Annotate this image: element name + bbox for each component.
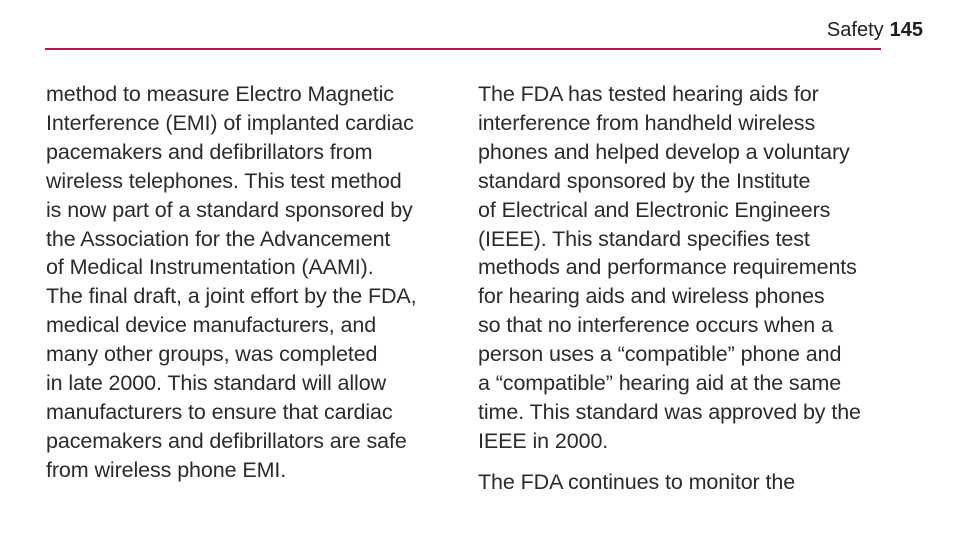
section-label: Safety <box>826 19 884 41</box>
header-rule <box>45 48 881 50</box>
header-text <box>827 19 923 42</box>
right-column <box>478 80 888 497</box>
left-column <box>46 80 446 485</box>
page-header <box>45 18 923 50</box>
page-number: 145 <box>889 19 923 41</box>
right-paragraph-1: The FDA has tested hearing aids for interference from handheld wireless phones and helped develop a voluntary standard sponsored by the Institute of Electrical and Electronic Engineers (IEEE). This standard specifies test methods and performance requirements for hearing aids and wireless phones so that no interference occurs when a person uses a “compatible” phone and a “compatible” hearing aid at the same time. This standard was approved by the IEEE in 2000. <box>478 82 861 453</box>
right-paragraph-2: The FDA continues to monitor the <box>478 469 796 494</box>
left-paragraph-1: method to measure Electro Magnetic Interference (EMI) of implanted cardiac pacemakers and defibrillators from wireless telephones. This test method is now part of a standard sponsored by the Association for the Advancement of Medical Instrumentation (AAMI). The final draft, a joint effort by the FDA, medical device manufacturers, and many other groups, was completed in late 2000. This standard will allow manufacturers to ensure that cardiac pacemakers and defibrillators are safe from wireless phone EMI. <box>46 82 417 482</box>
